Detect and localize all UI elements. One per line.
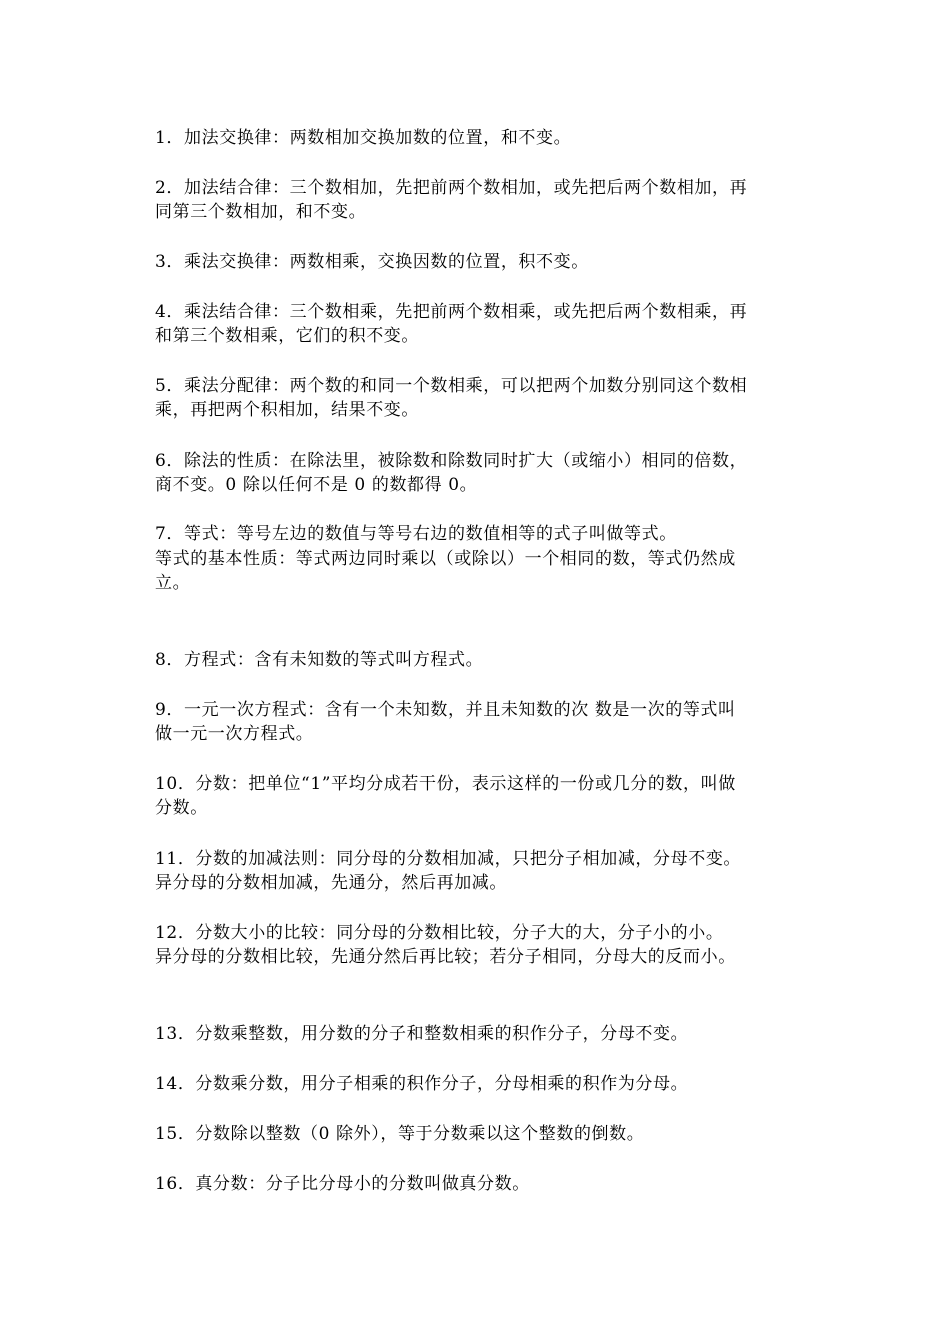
item-12-line-1: 12．分数大小的比较：同分母的分数相比较，分子大的大，分子小的小。 — [155, 923, 724, 943]
item-4-line-2: 和第三个数相乘，它们的积不变。 — [155, 326, 419, 346]
item-15-line-1: 15．分数除以整数（0 除外），等于分数乘以这个整数的倒数。 — [155, 1124, 645, 1144]
item-6-line-1: 6．除法的性质：在除法里，被除数和除数同时扩大（或缩小）相同的倍数， — [155, 451, 748, 471]
item-5-line-2: 乘，再把两个积相加，结果不变。 — [155, 400, 419, 420]
item-7-line-3: 立。 — [155, 573, 191, 593]
item-14-line-1: 14．分数乘分数，用分子相乘的积作分子，分母相乘的积作为分母。 — [155, 1074, 689, 1094]
item-10-line-2: 分数。 — [155, 798, 208, 818]
item-4-line-1: 4．乘法结合律：三个数相乘，先把前两个数相乘，或先把后两个数相乘，再 — [155, 302, 748, 322]
item-7-line-2: 等式的基本性质：等式两边同时乘以（或除以）一个相同的数，等式仍然成 — [155, 549, 736, 569]
item-10-line-1: 10．分数：把单位“1”平均分成若干份，表示这样的一份或几分的数，叫做 — [155, 774, 736, 794]
item-6-line-2: 商不变。0 除以任何不是 0 的数都得 0。 — [155, 475, 478, 495]
item-11-line-1: 11．分数的加减法则：同分母的分数相加减，只把分子相加减，分母不变。 — [155, 849, 742, 869]
item-5-line-1: 5．乘法分配律：两个数的和同一个数相乘，可以把两个加数分别同这个数相 — [155, 376, 748, 396]
item-9-line-1: 9．一元一次方程式：含有一个未知数，并且未知数的次 数是一次的等式叫 — [155, 700, 736, 720]
item-8-line-1: 8．方程式：含有未知数的等式叫方程式。 — [155, 650, 484, 670]
item-11-line-2: 异分母的分数相加减，先通分，然后再加减。 — [155, 873, 507, 893]
item-12-line-2: 异分母的分数相比较，先通分然后再比较；若分子相同，分母大的反而小。 — [155, 947, 736, 967]
item-2-line-2: 同第三个数相加，和不变。 — [155, 202, 367, 222]
item-16-line-1: 16．真分数：分子比分母小的分数叫做真分数。 — [155, 1174, 530, 1194]
item-7-line-1: 7．等式：等号左边的数值与等号右边的数值相等的式子叫做等式。 — [155, 524, 677, 544]
item-13-line-1: 13．分数乘整数，用分数的分子和整数相乘的积作分子，分母不变。 — [155, 1024, 689, 1044]
item-3-line-1: 3．乘法交换律：两数相乘，交换因数的位置，积不变。 — [155, 252, 589, 272]
item-9-line-2: 做一元一次方程式。 — [155, 724, 314, 744]
item-1-line-1: 1．加法交换律：两数相加交换加数的位置，和不变。 — [155, 128, 572, 148]
item-2-line-1: 2．加法结合律：三个数相加，先把前两个数相加，或先把后两个数相加，再 — [155, 178, 748, 198]
